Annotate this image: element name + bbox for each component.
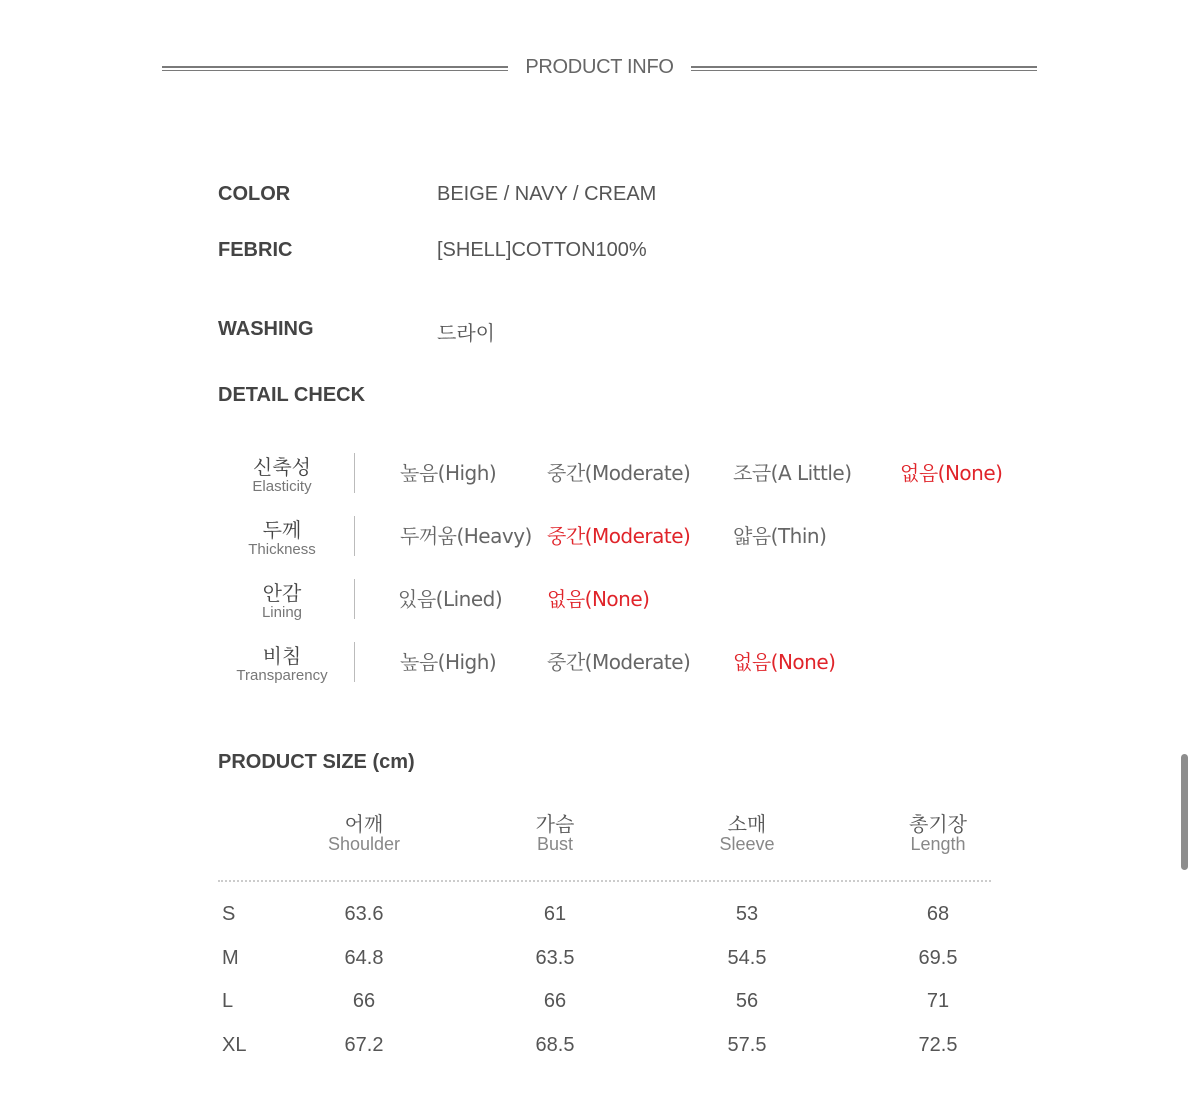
product-size-title: PRODUCT SIZE (cm) [218,751,415,773]
size-table-header [0,808,1200,868]
detail-label-en: Elasticity [252,478,312,495]
table-cell: 54.5 [727,947,767,969]
size-label: XL [222,1034,247,1056]
scrollbar[interactable] [1181,754,1188,870]
column-header-ko: 가슴 [535,812,575,836]
detail-option: 중간(Moderate) [547,461,691,485]
table-cell: 68.5 [535,1034,575,1056]
detail-divider [354,516,355,556]
detail-option: 조금(A Little) [733,461,852,485]
header-rule-right [691,66,1037,71]
detail-divider [354,453,355,493]
table-cell: 53 [735,903,759,925]
size-label: M [222,947,239,969]
detail-row-transparency [0,640,1200,694]
detail-label-en: Transparency [236,667,328,684]
detail-option: 있음(Lined) [398,587,503,611]
column-header-en: Length [910,834,966,854]
detail-option: 없음(None) [733,650,836,674]
detail-option: 없음(None) [547,587,650,611]
detail-option: 중간(Moderate) [547,524,691,548]
header-rule-left [162,66,508,71]
detail-label-ko: 안감 [262,581,302,605]
fabric-value: [SHELL]COTTON100% [437,239,647,261]
detail-option: 없음(None) [900,461,1003,485]
detail-label-en: Thickness [248,541,316,558]
section-title: PRODUCT INFO [525,56,674,78]
detail-check-title: DETAIL CHECK [218,384,366,406]
detail-option: 높음(High) [400,461,497,485]
washing-value: 드라이 [437,323,495,345]
column-header-en: Sleeve [719,834,775,854]
size-table-divider [218,880,991,882]
fabric-label: FEBRIC [218,239,293,261]
color-label: COLOR [218,183,291,205]
size-label: L [222,990,234,1012]
detail-option: 중간(Moderate) [547,650,691,674]
table-cell: 67.2 [344,1034,384,1056]
detail-option: 얇음(Thin) [733,524,827,548]
detail-label-en: Lining [261,604,303,621]
column-header-en: Bust [536,834,574,854]
table-cell: 63.5 [535,947,575,969]
washing-label: WASHING [218,318,314,340]
column-header-ko: 소매 [727,812,767,836]
table-cell: 64.8 [344,947,384,969]
table-cell: 68 [926,903,950,925]
detail-label-ko: 비침 [262,644,302,668]
detail-option: 두꺼움(Heavy) [400,524,532,548]
column-header-ko: 어깨 [344,812,384,836]
column-header-ko: 총기장 [909,812,967,836]
detail-row-elasticity [0,451,1200,505]
table-cell: 69.5 [918,947,958,969]
table-cell: 56 [735,990,759,1012]
detail-row-lining [0,577,1200,631]
table-cell: 63.6 [344,903,384,925]
table-cell: 61 [543,903,567,925]
detail-option: 높음(High) [400,650,497,674]
size-label: S [222,903,236,925]
table-row [0,947,1200,977]
column-header-en: Shoulder [327,834,401,854]
table-cell: 66 [352,990,376,1012]
table-cell: 72.5 [918,1034,958,1056]
detail-row-thickness [0,514,1200,568]
detail-label-ko: 두께 [262,518,302,542]
table-row [0,1034,1200,1064]
color-value: BEIGE / NAVY / CREAM [437,183,657,205]
table-cell: 57.5 [727,1034,767,1056]
table-row [0,990,1200,1020]
detail-divider [354,579,355,619]
detail-divider [354,642,355,682]
detail-label-ko: 신축성 [253,455,311,479]
table-row [0,903,1200,933]
table-cell: 66 [543,990,567,1012]
table-cell: 71 [926,990,950,1012]
